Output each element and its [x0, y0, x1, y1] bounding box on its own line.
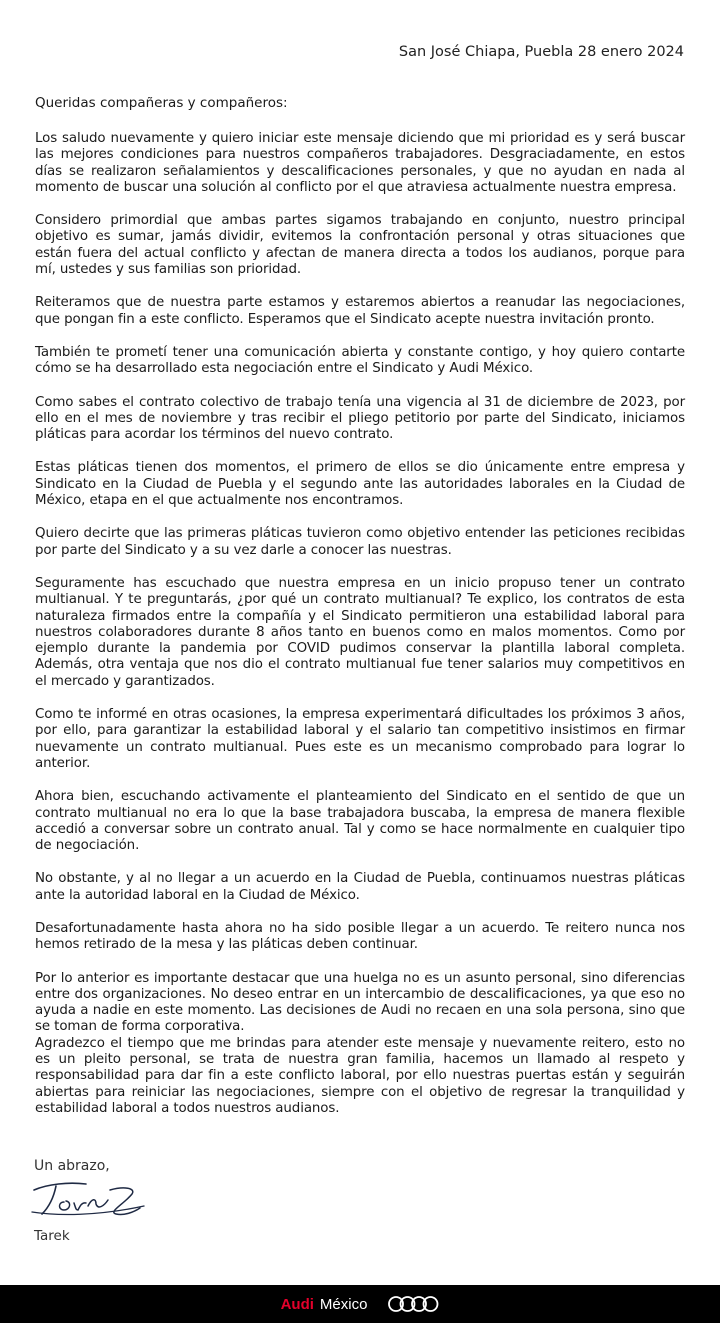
paragraph-6: Estas pláticas tienen dos momentos, el primero de ellos se dio únicamente entre empresa y Sindicato en la Ciudad de Puebla y el segundo ante las autoridades laborales en la Ciudad de México, etapa en el que actualmente nos encontramos. [35, 460, 685, 509]
brand-name: Audi [280, 1295, 314, 1313]
paragraph-7: Quiero decirte que las primeras pláticas tuvieron como objetivo entender las peticiones recibidas por parte del Sindicato y a su vez darle a conocer las nuestras. [35, 526, 685, 558]
paragraph-5: Como sabes el contrato colectivo de trabajo tenía una vigencia al 31 de diciembre de 2023, por ello en el mes de noviembre y tras recibir el pliego petitorio por parte del Sindicato, iniciamos pláticas para acordar los términos del nuevo contrato. [35, 394, 685, 443]
handwritten-signature [28, 1176, 148, 1222]
paragraph-14: Agradezco el tiempo que me brindas para atender este mensaje y nuevamente reitero, esto no es un pleito personal, se trata de nuestra gran familia, hacemos un llamado al respeto y responsabilidad para dar fin a este conflicto laboral, por ello nuestras puertas están y seguirán abiertas para reiniciar las negociaciones, siempre con el objetivo de regresar la tranquilidad y estabilidad laboral a todos nuestros audianos. [35, 1035, 685, 1116]
paragraph-3: Reiteramos que de nuestra parte estamos y estaremos abiertos a reanudar las negociaciones, que pongan fin a este conflicto. Esperamos que el Sindicato acepte nuestra invitación pronto. [35, 295, 685, 327]
brand-country: México [319, 1295, 368, 1313]
paragraph-1: Los saludo nuevamente y quiero iniciar este mensaje diciendo que mi prioridad es y será buscar las mejores condiciones para nuestros compañeros trabajadores. Desgraciadamente, en estos días se realizaron señalamientos y descalificaciones personales, y que no ayudan en nada al momento de buscar una solución al conflicto por el que atraviesa actualmente nuestra empresa. [35, 131, 685, 195]
letter-dateline: San José Chiapa, Puebla 28 enero 2024 [398, 44, 684, 60]
paragraph-8: Seguramente has escuchado que nuestra empresa en un inicio propuso tener un contrato multianual. Y te preguntarás, ¿por qué un contrato multianual? Te explico, los contratos de esta naturaleza firmados entre la compañía y el Sindicato permitieron una estabilidad laboral para nuestros colaboradores durante 8 años tanto en buenos como en malos momentos. Como por ejemplo durante la pandemia por COVID pudimos conservar la plantilla laboral completa. Además, otra ventaja que nos dio el contrato multianual fue tener salarios muy competitivos en el mercado y garantizados. [35, 575, 685, 689]
audi-rings-icon [387, 1295, 439, 1313]
letter-body [35, 131, 685, 1134]
paragraph-2: Considero primordial que ambas partes sigamos trabajando en conjunto, nuestro principal objetivo es sumar, jamás dividir, evitemos la confrontación personal y otras situaciones que están fuera del actual conflicto y afectan de manera directa a todos los audianos, porque para mí, ustedes y sus familias son prioridad. [35, 213, 685, 278]
paragraph-12: Desafortunadamente hasta ahora no ha sido posible llegar a un acuerdo. Te reitero nunca nos hemos retirado de la mesa y las pláticas deben continuar. [35, 920, 685, 953]
paragraph-10: Ahora bien, escuchando activamente el planteamiento del Sindicato en el sentido de que un contrato multianual no era lo que la base trabajadora buscaba, la empresa de manera flexible accedió a conversar sobre un contrato anual. Tal y como se hace normalmente en cualquier tipo de negociación. [35, 789, 685, 854]
paragraph-13: Por lo anterior es importante destacar que una huelga no es un asunto personal, sino diferencias entre dos organizaciones. No deseo entrar en un intercambio de descalificaciones, ya que eso no ayuda a nadie en este momento. Las decisiones de Audi no recaen en una sola persona, sino que se toman de forma corporativa. [35, 970, 685, 1035]
brand-lockup [281, 1295, 440, 1313]
letter-greeting: Queridas compañeras y compañeros: [35, 95, 288, 111]
brand-footer [0, 1285, 720, 1323]
letter-closing: Un abrazo, [34, 1158, 110, 1174]
paragraph-11: No obstante, y al no llegar a un acuerdo en la Ciudad de Puebla, continuamos nuestras pláticas ante la autoridad laboral en la Ciudad de México. [35, 871, 685, 903]
paragraph-4: También te prometí tener una comunicación abierta y constante contigo, y hoy quiero contarte cómo se ha desarrollado esta negociación entre el Sindicato y Audi México. [35, 344, 685, 377]
signer-name: Tarek [34, 1228, 70, 1244]
paragraph-9: Como te informé en otras ocasiones, la empresa experimentará dificultades los próximos 3 años, por ello, para garantizar la estabilidad laboral y el salario tan competitivo insistimos en firmar nuevamente un contrato multianual. Pues este es un mecanismo comprobado para lograr lo anterior. [35, 707, 685, 771]
